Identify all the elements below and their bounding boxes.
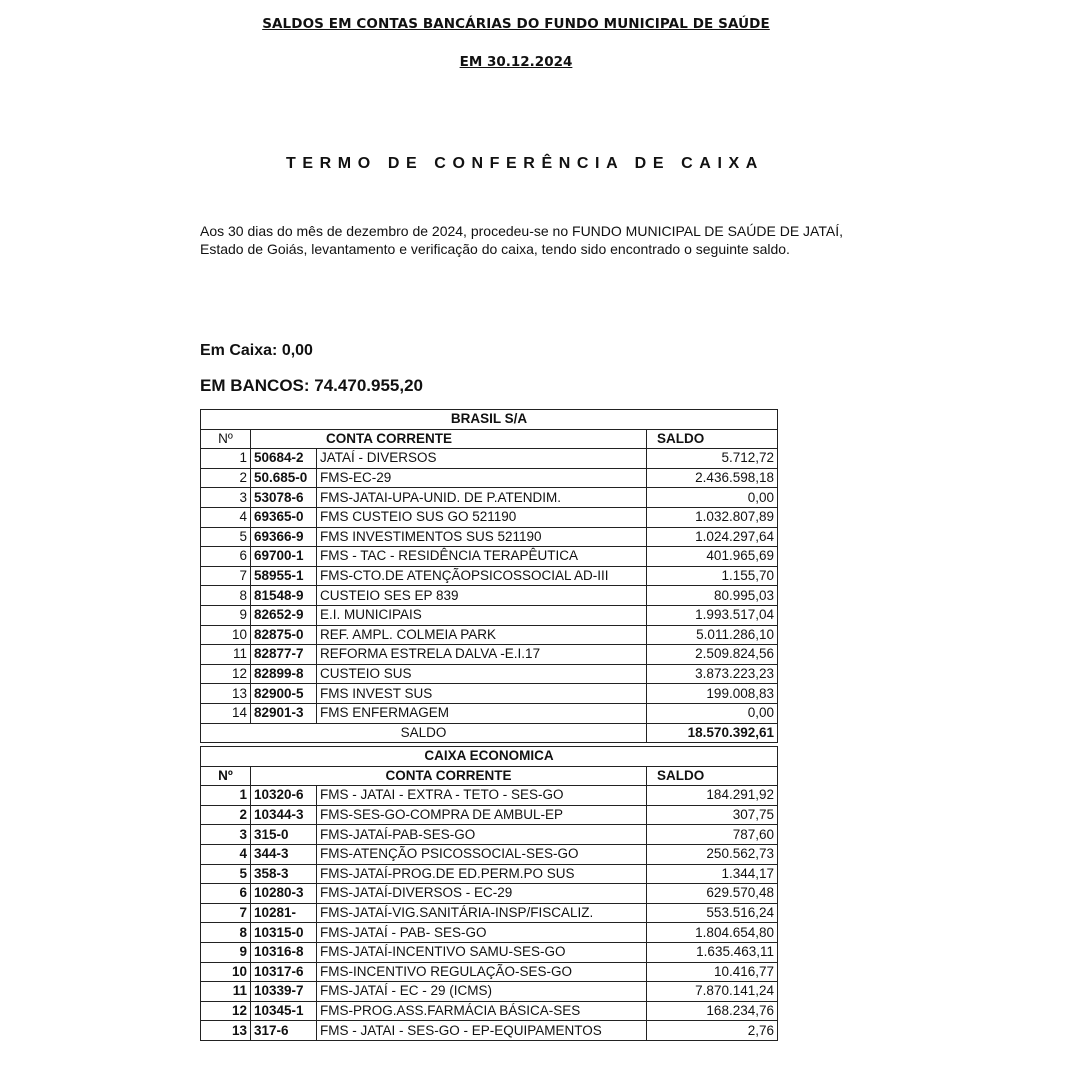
row-number: 1 — [201, 449, 251, 469]
account-balance: 184.291,92 — [647, 786, 778, 806]
table-row — [201, 684, 778, 704]
document-date: EM 30.12.2024 — [459, 54, 573, 70]
account-balance: 787,60 — [647, 825, 778, 845]
account-name: CUSTEIO SUS — [317, 664, 647, 684]
total-label: SALDO — [201, 723, 647, 743]
row-number: 10 — [201, 962, 251, 982]
account-number: 10339-7 — [251, 982, 317, 1002]
account-balance: 1.024.297,64 — [647, 527, 778, 547]
account-name: REFORMA ESTRELA DALVA -E.I.17 — [317, 645, 647, 665]
account-balance: 2.436.598,18 — [647, 468, 778, 488]
account-number: 10317-6 — [251, 962, 317, 982]
account-name: FMS-ATENÇÃO PSICOSSOCIAL-SES-GO — [317, 844, 647, 864]
account-name: FMS CUSTEIO SUS GO 521190 — [317, 507, 647, 527]
table-row — [201, 844, 778, 864]
row-number: 8 — [201, 923, 251, 943]
account-number: 10315-0 — [251, 923, 317, 943]
account-balance: 1.344,17 — [647, 864, 778, 884]
row-number: 7 — [201, 903, 251, 923]
account-number: 10345-1 — [251, 1001, 317, 1021]
account-number: 315-0 — [251, 825, 317, 845]
account-name: FMS-SES-GO-COMPRA DE AMBUL-EP — [317, 805, 647, 825]
table-row — [201, 786, 778, 806]
account-balance: 553.516,24 — [647, 903, 778, 923]
account-balance: 168.234,76 — [647, 1001, 778, 1021]
table-row — [201, 625, 778, 645]
account-balance: 1.032.807,89 — [647, 507, 778, 527]
row-number: 10 — [201, 625, 251, 645]
row-number: 2 — [201, 805, 251, 825]
intro-paragraph: Aos 30 dias do mês de dezembro de 2024, procedeu-se no FUNDO MUNICIPAL DE SAÚDE DE JATAÍ, Estado de Goiás, levantamento e verificação do caixa, tendo sido encontrado o seguinte saldo. — [200, 223, 843, 257]
account-name: E.I. MUNICIPAIS — [317, 605, 647, 625]
account-balance: 10.416,77 — [647, 962, 778, 982]
row-number: 6 — [201, 884, 251, 904]
account-number: 69365-0 — [251, 507, 317, 527]
row-number: 13 — [201, 1021, 251, 1041]
account-number: 69700-1 — [251, 547, 317, 567]
row-number: 12 — [201, 664, 251, 684]
table-row — [201, 645, 778, 665]
account-number: 10281- — [251, 903, 317, 923]
col-header-saldo: SALDO — [647, 429, 778, 449]
account-number: 82877-7 — [251, 645, 317, 665]
account-number: 82899-8 — [251, 664, 317, 684]
col-header-saldo: SALDO — [647, 766, 778, 786]
account-number: 50684-2 — [251, 449, 317, 469]
account-balance: 80.995,03 — [647, 586, 778, 606]
row-number: 11 — [201, 982, 251, 1002]
account-name: FMS-JATAÍ - EC - 29 (ICMS) — [317, 982, 647, 1002]
account-balance: 1.155,70 — [647, 566, 778, 586]
document-title: SALDOS EM CONTAS BANCÁRIAS DO FUNDO MUNICIPAL DE SAÚDE — [262, 16, 770, 32]
account-name: FMS INVESTIMENTOS SUS 521190 — [317, 527, 647, 547]
row-number: 3 — [201, 825, 251, 845]
table-row — [201, 884, 778, 904]
row-number: 13 — [201, 684, 251, 704]
table-row — [201, 449, 778, 469]
total-value: 18.570.392,61 — [647, 723, 778, 743]
table-row — [201, 942, 778, 962]
bank-name-brasil: BRASIL S/A — [201, 410, 778, 430]
account-number: 358-3 — [251, 864, 317, 884]
caixa-table — [200, 746, 778, 1041]
table-row — [201, 468, 778, 488]
account-balance: 2,76 — [647, 1021, 778, 1041]
account-name: FMS ENFERMAGEM — [317, 703, 647, 723]
account-balance: 1.804.654,80 — [647, 923, 778, 943]
account-balance: 5.011.286,10 — [647, 625, 778, 645]
account-number: 344-3 — [251, 844, 317, 864]
account-number: 10280-3 — [251, 884, 317, 904]
account-balance: 2.509.824,56 — [647, 645, 778, 665]
row-number: 3 — [201, 488, 251, 508]
col-header-conta: CONTA CORRENTE — [251, 766, 647, 786]
row-number: 7 — [201, 566, 251, 586]
brasil-rows — [201, 449, 778, 723]
account-number: 69366-9 — [251, 527, 317, 547]
brasil-total-row — [201, 723, 778, 743]
account-balance: 199.008,83 — [647, 684, 778, 704]
row-number: 6 — [201, 547, 251, 567]
table-row — [201, 605, 778, 625]
row-number: 2 — [201, 468, 251, 488]
row-number: 14 — [201, 703, 251, 723]
account-balance: 0,00 — [647, 488, 778, 508]
account-number: 50.685-0 — [251, 468, 317, 488]
row-number: 9 — [201, 942, 251, 962]
account-balance: 0,00 — [647, 703, 778, 723]
table-row — [201, 527, 778, 547]
row-number: 5 — [201, 864, 251, 884]
row-number: 11 — [201, 645, 251, 665]
account-balance: 250.562,73 — [647, 844, 778, 864]
table-row — [201, 864, 778, 884]
account-name: FMS-JATAÍ-PROG.DE ED.PERM.PO SUS — [317, 864, 647, 884]
account-name: FMS - JATAI - SES-GO - EP-EQUIPAMENTOS — [317, 1021, 647, 1041]
table-row — [201, 488, 778, 508]
table-row — [201, 903, 778, 923]
account-number: 10320-6 — [251, 786, 317, 806]
account-name: FMS-JATAÍ-DIVERSOS - EC-29 — [317, 884, 647, 904]
account-name: FMS-PROG.ASS.FARMÁCIA BÁSICA-SES — [317, 1001, 647, 1021]
account-name: FMS-JATAÍ-PAB-SES-GO — [317, 825, 647, 845]
table-row — [201, 825, 778, 845]
table-row — [201, 805, 778, 825]
row-number: 12 — [201, 1001, 251, 1021]
account-name: FMS-JATAÍ-VIG.SANITÁRIA-INSP/FISCALIZ. — [317, 903, 647, 923]
table-row — [201, 566, 778, 586]
caixa-rows — [201, 786, 778, 1041]
table-row — [201, 507, 778, 527]
account-name: REF. AMPL. COLMEIA PARK — [317, 625, 647, 645]
account-balance: 7.870.141,24 — [647, 982, 778, 1002]
account-number: 58955-1 — [251, 566, 317, 586]
account-number: 81548-9 — [251, 586, 317, 606]
account-number: 82652-9 — [251, 605, 317, 625]
account-name: FMS-CTO.DE ATENÇÃOPSICOSSOCIAL AD-III — [317, 566, 647, 586]
account-number: 10316-8 — [251, 942, 317, 962]
account-name: JATAÍ - DIVERSOS — [317, 449, 647, 469]
col-header-num: Nº — [201, 766, 251, 786]
account-number: 82901-3 — [251, 703, 317, 723]
table-row — [201, 586, 778, 606]
account-name: CUSTEIO SES EP 839 — [317, 586, 647, 606]
col-header-conta: CONTA CORRENTE — [251, 429, 647, 449]
account-number: 317-6 — [251, 1021, 317, 1041]
row-number: 8 — [201, 586, 251, 606]
table-row — [201, 962, 778, 982]
account-balance: 307,75 — [647, 805, 778, 825]
col-header-num: Nº — [201, 429, 251, 449]
account-name: FMS-INCENTIVO REGULAÇÃO-SES-GO — [317, 962, 647, 982]
table-row — [201, 923, 778, 943]
account-name: FMS - TAC - RESIDÊNCIA TERAPÊUTICA — [317, 547, 647, 567]
account-name: FMS-JATAI-UPA-UNID. DE P.ATENDIM. — [317, 488, 647, 508]
table-row — [201, 1021, 778, 1041]
brasil-table — [200, 409, 778, 743]
bank-name-caixa: CAIXA ECONOMICA — [201, 747, 778, 767]
row-number: 4 — [201, 507, 251, 527]
termo-heading: TERMO DE CONFERÊNCIA DE CAIXA — [286, 155, 764, 172]
account-name: FMS - JATAI - EXTRA - TETO - SES-GO — [317, 786, 647, 806]
account-balance: 401.965,69 — [647, 547, 778, 567]
account-balance: 1.993.517,04 — [647, 605, 778, 625]
em-bancos-line: EM BANCOS: 74.470.955,20 — [200, 376, 423, 395]
account-name: FMS-JATAÍ - PAB- SES-GO — [317, 923, 647, 943]
row-number: 5 — [201, 527, 251, 547]
account-number: 82875-0 — [251, 625, 317, 645]
row-number: 4 — [201, 844, 251, 864]
account-number: 10344-3 — [251, 805, 317, 825]
account-name: FMS-EC-29 — [317, 468, 647, 488]
table-row — [201, 703, 778, 723]
table-row — [201, 982, 778, 1002]
account-balance: 3.873.223,23 — [647, 664, 778, 684]
row-number: 9 — [201, 605, 251, 625]
account-number: 53078-6 — [251, 488, 317, 508]
account-number: 82900-5 — [251, 684, 317, 704]
row-number: 1 — [201, 786, 251, 806]
account-balance: 1.635.463,11 — [647, 942, 778, 962]
account-balance: 5.712,72 — [647, 449, 778, 469]
table-row — [201, 664, 778, 684]
table-row — [201, 1001, 778, 1021]
table-row — [201, 547, 778, 567]
account-name: FMS INVEST SUS — [317, 684, 647, 704]
account-name: FMS-JATAÍ-INCENTIVO SAMU-SES-GO — [317, 942, 647, 962]
em-caixa-line: Em Caixa: 0,00 — [200, 342, 313, 359]
account-balance: 629.570,48 — [647, 884, 778, 904]
